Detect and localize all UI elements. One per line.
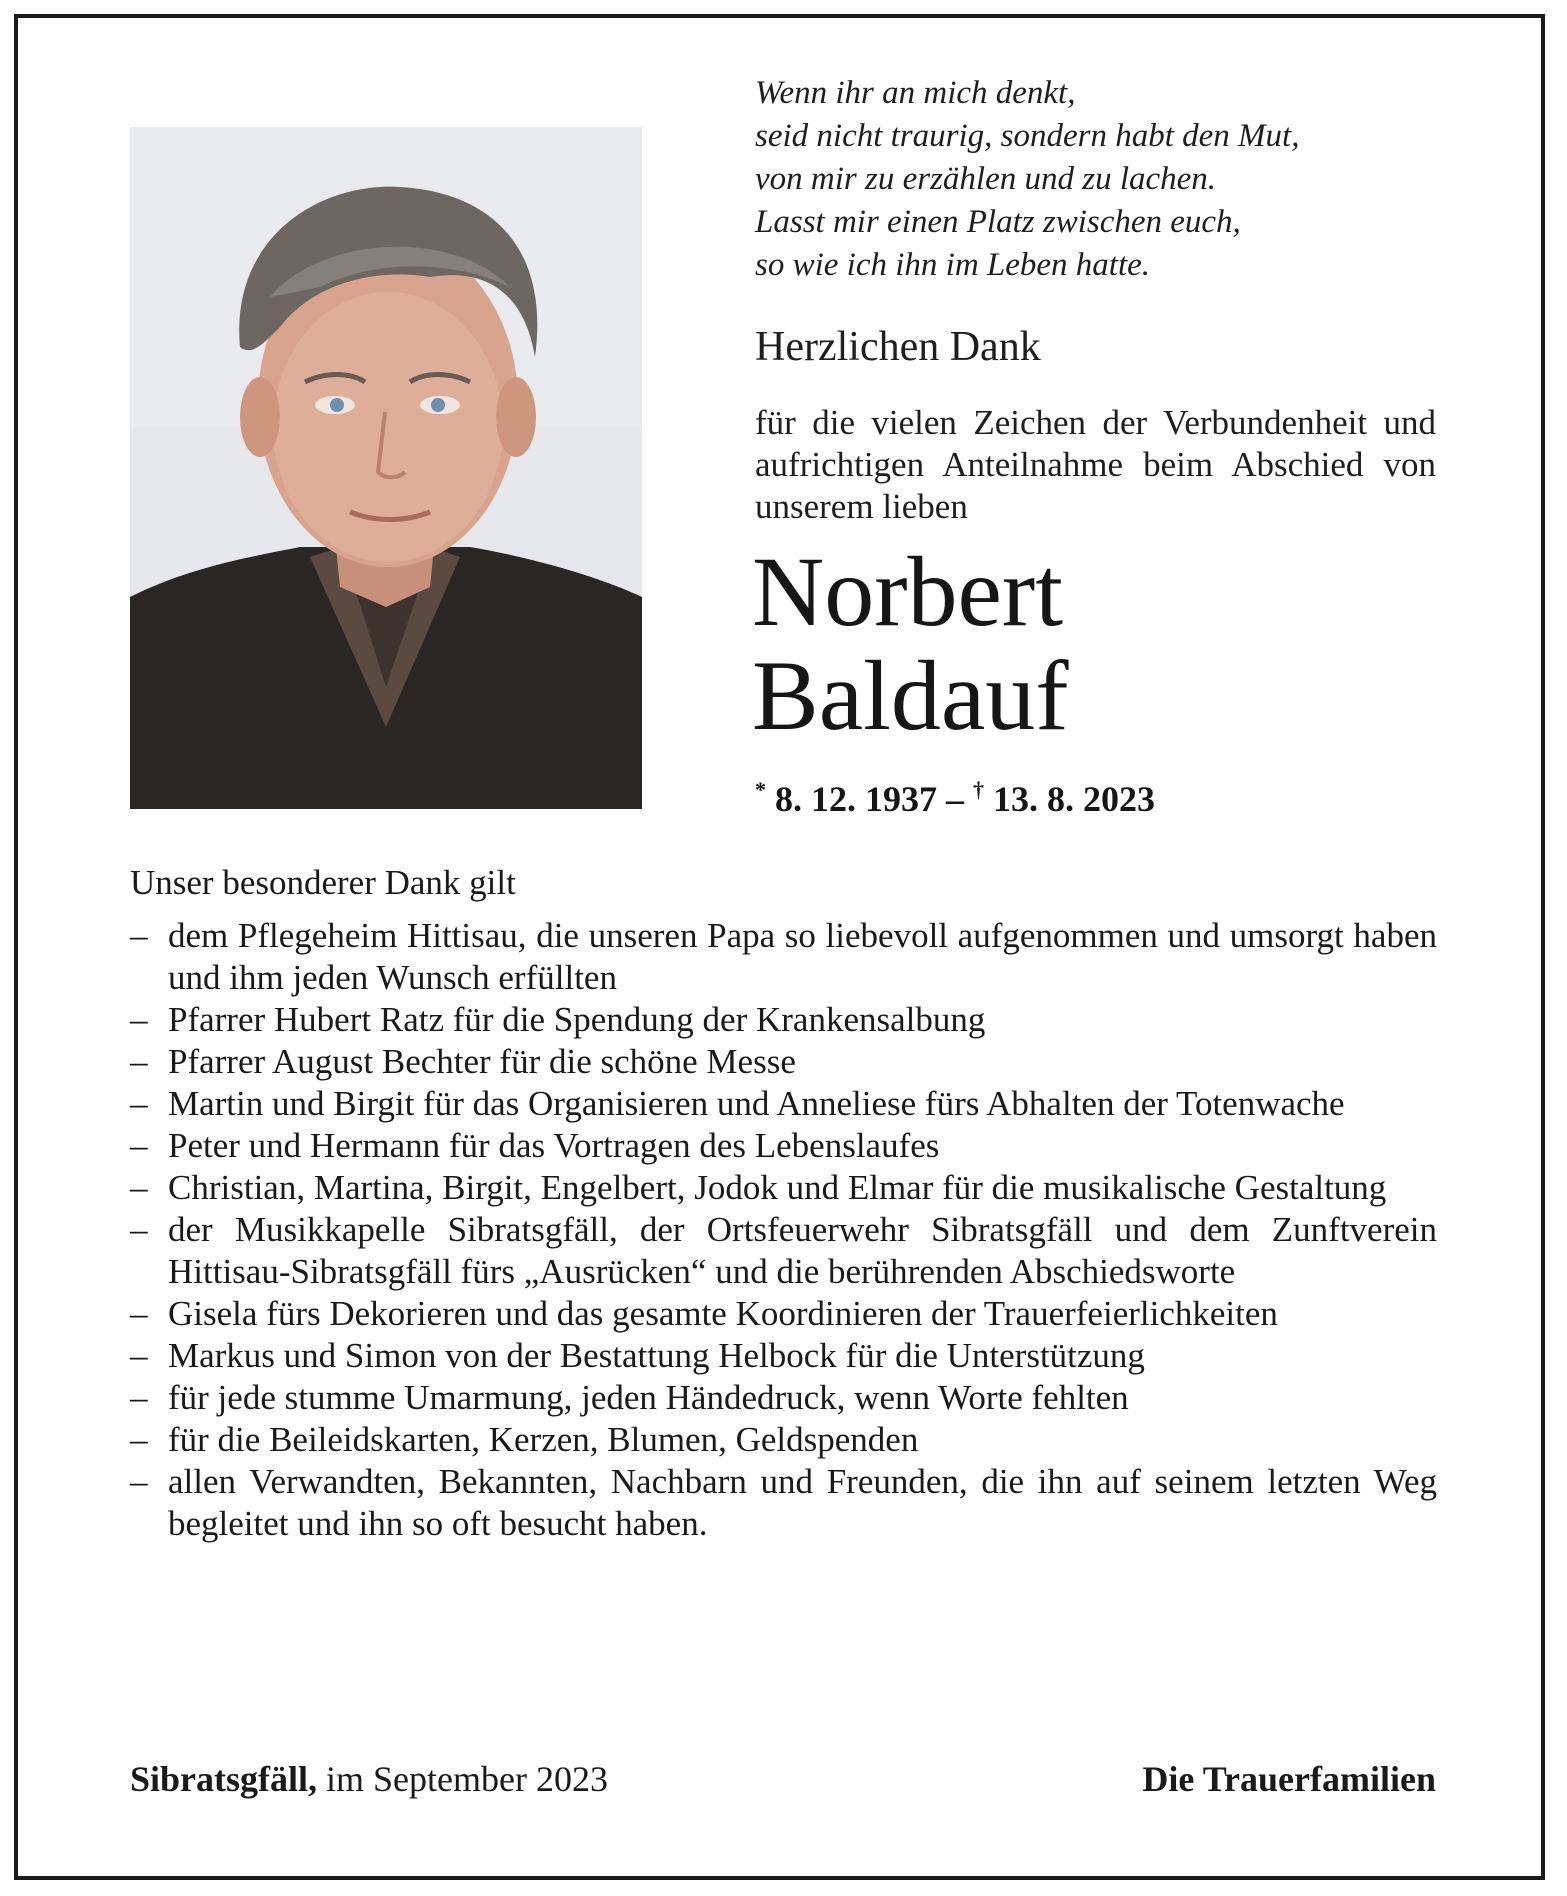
list-item: – Pfarrer Hubert Ratz für die Spendung der Krankensalbung <box>130 999 1437 1041</box>
special-thanks-list <box>130 915 1437 1545</box>
poem-line: so wie ich ihn im Leben hatte. <box>755 247 1151 283</box>
thanks-title: Herzlichen Dank <box>755 324 1041 370</box>
footer-place-date <box>130 1757 608 1801</box>
list-item: – Markus und Simon von der Bestattung Helbock für die Unterstützung <box>130 1335 1437 1377</box>
footer-place: Sibratsgfäll, <box>130 1759 318 1799</box>
list-item: – Peter und Hermann für das Vortragen des Lebenslaufes <box>130 1125 1437 1167</box>
special-thanks-intro: Unser besonderer Dank gilt <box>130 863 516 902</box>
list-item: – Gisela fürs Dekorieren und das gesamte Koordinieren der Trauerfeierlichkeiten <box>130 1293 1437 1335</box>
list-item: – für die Beileidskarten, Kerzen, Blumen, Geldspenden <box>130 1419 1437 1461</box>
death-date: 13. 8. 2023 <box>993 779 1155 819</box>
poem-line: Lasst mir einen Platz zwischen euch, <box>755 204 1241 240</box>
birth-symbol: * <box>755 777 766 802</box>
poem <box>755 72 1455 287</box>
footer-date: im September 2023 <box>326 1759 608 1799</box>
last-name: Baldauf <box>752 640 1069 751</box>
first-name: Norbert <box>752 536 1063 647</box>
death-symbol: † <box>973 777 984 802</box>
poem-line: von mir zu erzählen und zu lachen. <box>755 161 1217 197</box>
footer-signature: Die Trauerfamilien <box>1142 1759 1436 1799</box>
life-dates <box>755 777 1155 821</box>
poem-line: seid nicht traurig, sondern habt den Mut, <box>755 118 1300 154</box>
list-item: – Pfarrer August Bechter für die schöne Messe <box>130 1041 1437 1083</box>
portrait-illustration <box>130 127 642 809</box>
poem-line: Wenn ihr an mich denkt, <box>755 75 1076 111</box>
list-item: – Martin und Birgit für das Organisieren und Anneliese fürs Abhalten der Totenwache <box>130 1083 1437 1125</box>
list-item: – für jede stumme Umarmung, jeden Händedruck, wenn Worte fehlten <box>130 1377 1437 1419</box>
list-item: – Christian, Martina, Birgit, Engelbert, Jodok und Elmar für die musikalische Gestaltung <box>130 1167 1437 1209</box>
date-separator: – <box>946 779 964 819</box>
deceased-name <box>752 536 1069 751</box>
birth-date: 8. 12. 1937 <box>775 779 937 819</box>
portrait-photo <box>130 127 642 809</box>
list-item: – dem Pflegeheim Hittisau, die unseren Papa so liebevoll aufgenommen und umsorgt haben und ihm jeden Wunsch erfüllten <box>130 915 1437 999</box>
thanks-text: für die vielen Zeichen der Verbundenheit und aufrichtigen Anteilnahme beim Abschied von unserem lieben <box>755 403 1436 526</box>
list-item: – der Musikkapelle Sibratsgfäll, der Ortsfeuerwehr Sibratsgfäll und dem Zunftverein Hittisau-Sibratsgfäll fürs „Ausrücken“ und die berührenden Abschiedsworte <box>130 1209 1437 1293</box>
list-item: – allen Verwandten, Bekannten, Nachbarn und Freunden, die ihn auf seinem letzten Weg begleitet und ihn so oft besucht haben. <box>130 1461 1437 1545</box>
